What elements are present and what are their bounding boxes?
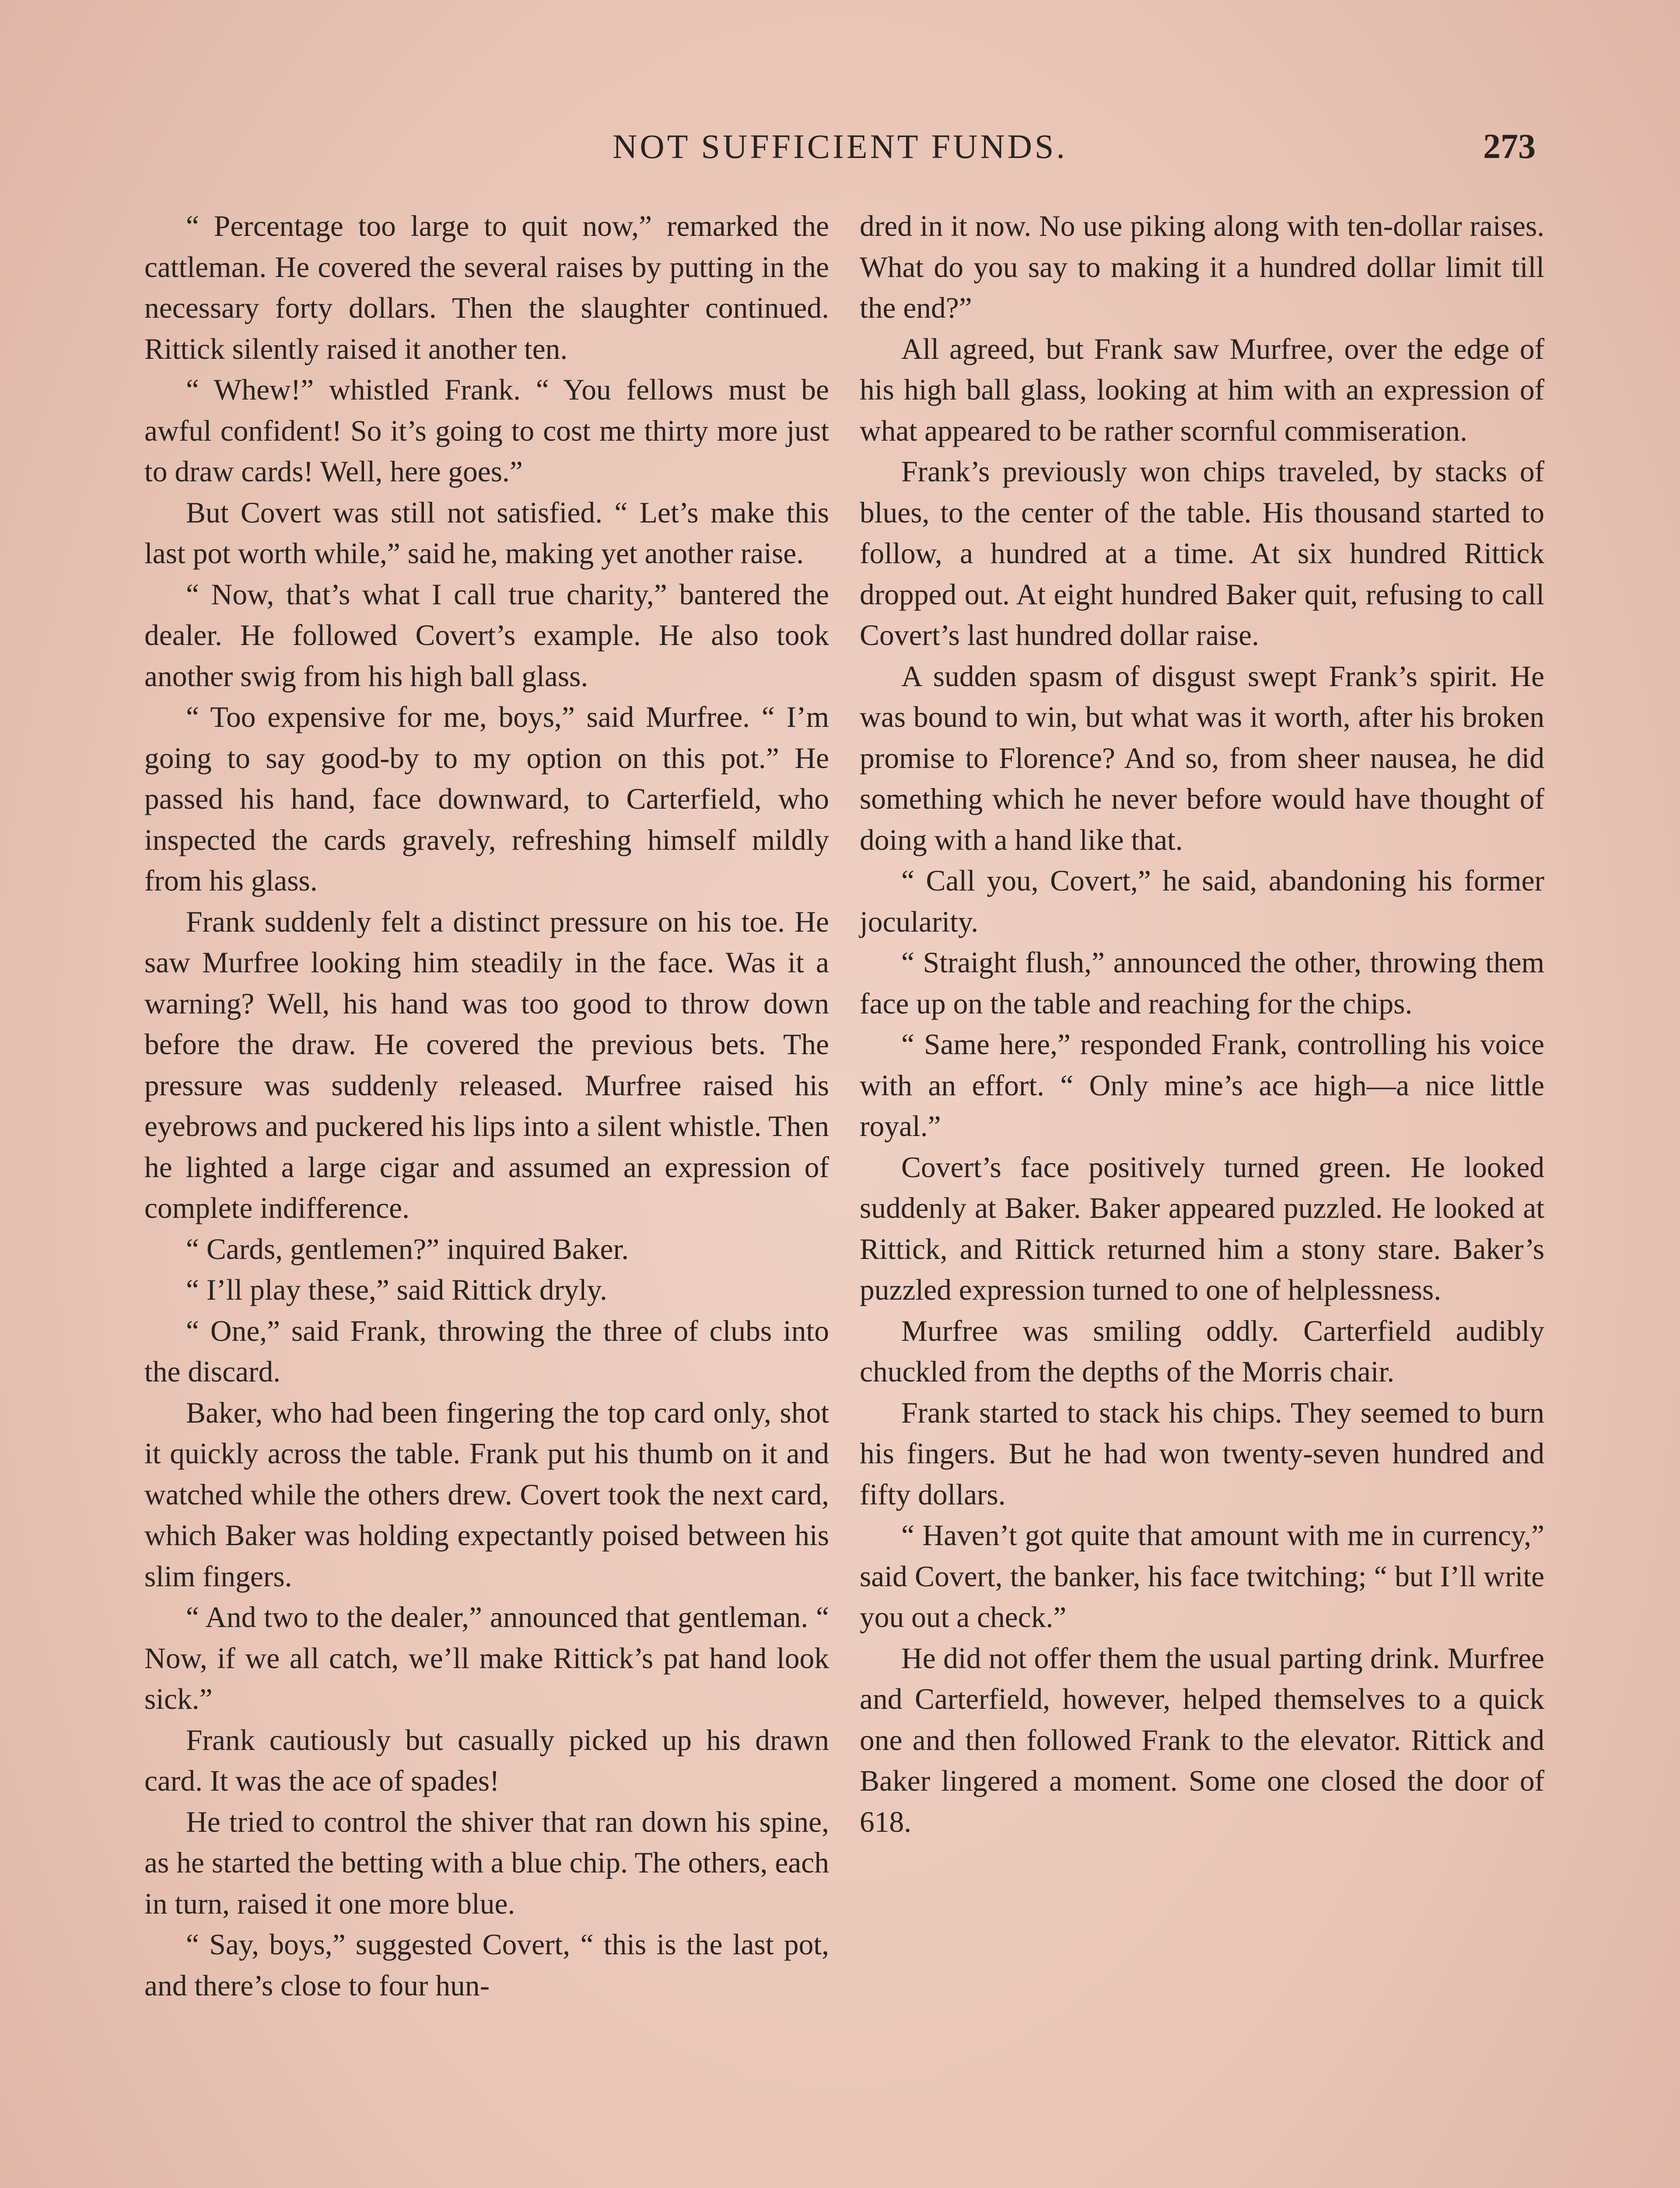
paragraph: “ Percentage too large to quit now,” remarked the cattleman. He covered the several raises by putting in the necessary forty dollars. Then the slaughter continued. Rittick silently raised it another ten. <box>144 210 829 365</box>
paragraph: Frank started to stack his chips. They seemed to burn his fingers. But he had won twenty-seven hundred and fifty dollars. <box>860 1396 1544 1511</box>
paragraph: Frank suddenly felt a distinct pressure on his toe. He saw Murfree looking him steadily in the face. Was it a warning? Well, his hand was too good to throw down before the draw. He covered the previous bets. The pressure was suddenly released. Murfree raised his eyebrows and puckered his lips into a silent whistle. Then he lighted a large cigar and assumed an expression of complete indifference. <box>144 905 829 1224</box>
paragraph: Covert’s face positively turned green. He looked suddenly at Baker. Baker appeared puzzled. He looked at Rittick, and Rittick returned him a stony stare. Baker’s puzzled expression turned to one of helplessness. <box>860 1150 1544 1306</box>
paragraph: dred in it now. No use piking along with ten-dollar raises. What do you say to making it a hundred dollar limit till the end?” <box>860 210 1544 324</box>
paragraph: All agreed, but Frank saw Murfree, over the edge of his high ball glass, looking at him with an expression of what appeared to be rather scornful commiseration. <box>860 332 1544 447</box>
paragraph: “ Say, boys,” suggested Covert, “ this is the last pot, and there’s close to four hun- <box>144 1928 829 2002</box>
paragraph: Frank cautiously but casually picked up his drawn card. It was the ace of spades! <box>144 1723 829 1797</box>
paragraph: “ Whew!” whistled Frank. “ You fellows must be awful confident! So it’s going to cost me thirty more just to draw cards! Well, here goes.” <box>144 373 829 488</box>
paragraph: But Covert was still not satisfied. “ Let’s make this last pot worth while,” said he, making yet another raise. <box>144 496 829 570</box>
right-column <box>860 206 1544 1842</box>
paragraph: “ Too expensive for me, boys,” said Murfree. “ I’m going to say good-by to my option on this pot.” He passed his hand, face downward, to Carterfield, who inspected the cards gravely, refreshing himself mildly from his glass. <box>144 701 829 897</box>
paragraph: “ One,” said Frank, throwing the three of clubs into the discard. <box>144 1314 829 1388</box>
paragraph: “ Now, that’s what I call true charity,” bantered the dealer. He followed Covert’s example. He also took another swig from his high ball glass. <box>144 578 829 693</box>
paragraph: “ Haven’t got quite that amount with me in currency,” said Covert, the banker, his face twitching; “ but I’ll write you out a check.” <box>860 1519 1544 1634</box>
left-column <box>144 206 829 2006</box>
running-title: NOT SUFFICIENT FUNDS. <box>612 127 1068 165</box>
paragraph: Baker, who had been fingering the top card only, shot it quickly across the table. Frank put his thumb on it and watched while the others drew. Covert took the next card, which Baker was holding expectantly poised between his slim fingers. <box>144 1396 829 1593</box>
paragraph: Murfree was smiling oddly. Carterfield audibly chuckled from the depths of the Morris chair. <box>860 1314 1544 1388</box>
paragraph: A sudden spasm of disgust swept Frank’s spirit. He was bound to win, but what was it worth, after his broken promise to Florence? And so, from sheer nausea, he did something which he never before would have thought of doing with a hand like that. <box>860 659 1544 856</box>
paragraph: He tried to control the shiver that ran down his spine, as he started the betting with a blue chip. The others, each in turn, raised it one more blue. <box>144 1805 829 1920</box>
paragraph: “ Straight flush,” announced the other, throwing them face up on the table and reaching for the chips. <box>860 946 1544 1020</box>
paragraph: He did not offer them the usual parting drink. Murfree and Carterfield, however, helped themselves to a quick one and then followed Frank to the elevator. Rittick and Baker lingered a moment. Some one closed the door of 618. <box>860 1641 1544 1838</box>
paragraph: “ I’ll play these,” said Rittick dryly. <box>186 1273 607 1306</box>
paragraph: “ Call you, Covert,” he said, abandoning his former jocularity. <box>860 864 1544 938</box>
page-number: 273 <box>1483 127 1536 166</box>
paragraph: Frank’s previously won chips traveled, by stacks of blues, to the center of the table. His thousand started to follow, a hundred at a time. At six hundred Rittick dropped out. At eight hundred Baker quit, refusing to call Covert’s last hundred dollar raise. <box>860 455 1544 652</box>
paragraph: “ Same here,” responded Frank, controlling his voice with an effort. “ Only mine’s ace high—a nice little royal.” <box>860 1028 1544 1143</box>
paragraph: “ Cards, gentlemen?” inquired Baker. <box>186 1232 629 1266</box>
page-header <box>144 127 1536 175</box>
paragraph: “ And two to the dealer,” announced that gentleman. “ Now, if we all catch, we’ll make Rittick’s pat hand look sick.” <box>144 1601 829 1715</box>
